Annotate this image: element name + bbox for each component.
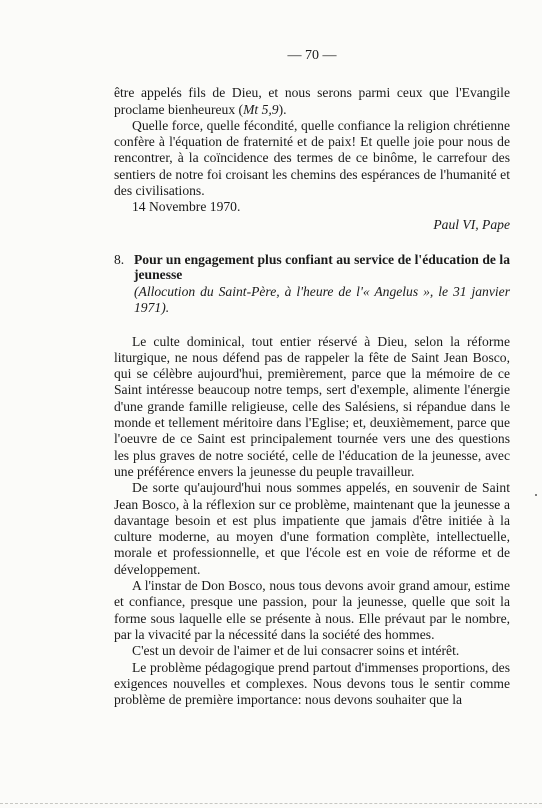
scripture-reference: Mt 5,9 xyxy=(243,101,279,117)
intro-block xyxy=(114,85,510,233)
body-paragraph-5: Le problème pédagogique prend partout d'immenses proportions, des exigences nouvelles et complexes. Nous devons tous le sentir comme problème de première importance: nous devons souhaiter que la xyxy=(114,659,510,708)
intro-paragraph-2: Quelle force, quelle fécondité, quelle confiance la religion chrétienne confère à l'équation de fraternité et de paix! Et quelle joie pour nous de rencontrer, à la coïncidence des termes de ce binôme, le carrefour des sentiers de notre foi croisant les chemins des espérances de l'humanité et des civilisations. xyxy=(114,117,510,199)
section-titles xyxy=(134,252,510,317)
section-header xyxy=(114,252,510,317)
body-paragraph-3: A l'instar de Don Bosco, nous tous devons avoir grand amour, estime et confiance, presque une passion, pour la jeunesse, quelle que soit la forme sous laquelle elle se présente à nous. Elle prévaut par le nombre, par la vivacité par la nécessité dans la société des hommes. xyxy=(114,578,510,642)
signature: Paul VI, Pape xyxy=(433,216,510,232)
body-block xyxy=(114,334,510,709)
intro-paragraph-1: être appelés fils de Dieu, et nous serons parmi ceux que l'Evangile proclame bienheureux (Mt 5,9). xyxy=(114,85,510,117)
body-paragraph-4: C'est un devoir de l'aimer et de lui consacrer soins et intérêt. xyxy=(132,643,460,659)
section-heading: Pour un engagement plus confiant au service de l'éducation de la jeunesse xyxy=(134,251,510,283)
intro-date: 14 Novembre 1970. xyxy=(132,199,241,215)
body-paragraph-1: Le culte dominical, tout entier réservé à Dieu, selon la réforme liturgique, ne nous défend pas de rappeler la fête de Saint Jean Bosco, qui se célèbre aujourd'hui, premièrement, parce que la mémoire de ce Saint intéresse beaucoup notre temps, sert d'exemple, alimente l'énergie d'une grande famille religieuse, celle des Salésiens, si répandue dans le monde et tellement méritoire dans l'Eglise; et, deuxièmement, parce que l'oeuvre de ce Saint est principalement tournée vers une des questions les plus graves de notre société, celle de l'éducation de la jeunesse, avec une préférence envers la jeunesse du peuple travailleur. xyxy=(114,333,510,479)
page-number: — 70 — xyxy=(287,48,337,63)
section-subheading: (Allocution du Saint-Père, à l'heure de l'« Angelus », le 31 janvier 1971). xyxy=(134,283,510,316)
spacer xyxy=(114,317,510,334)
page-bottom-edge xyxy=(0,803,542,804)
body-paragraph-2: De sorte qu'aujourd'hui nous sommes appelés, en souvenir de Saint Jean Bosco, à la réflexion sur ce problème, maintenant que la jeunesse a davantage besoin et est plus impatiente que jamais d'être initiée à la culture moderne, au moyen d'une formation complète, intellectuelle, morale et professionnelle, et que l'école est en voie de réforme et de développement. xyxy=(114,480,510,577)
scan-speck xyxy=(535,494,537,496)
section-number: 8. xyxy=(114,251,125,267)
document-page xyxy=(114,48,510,708)
